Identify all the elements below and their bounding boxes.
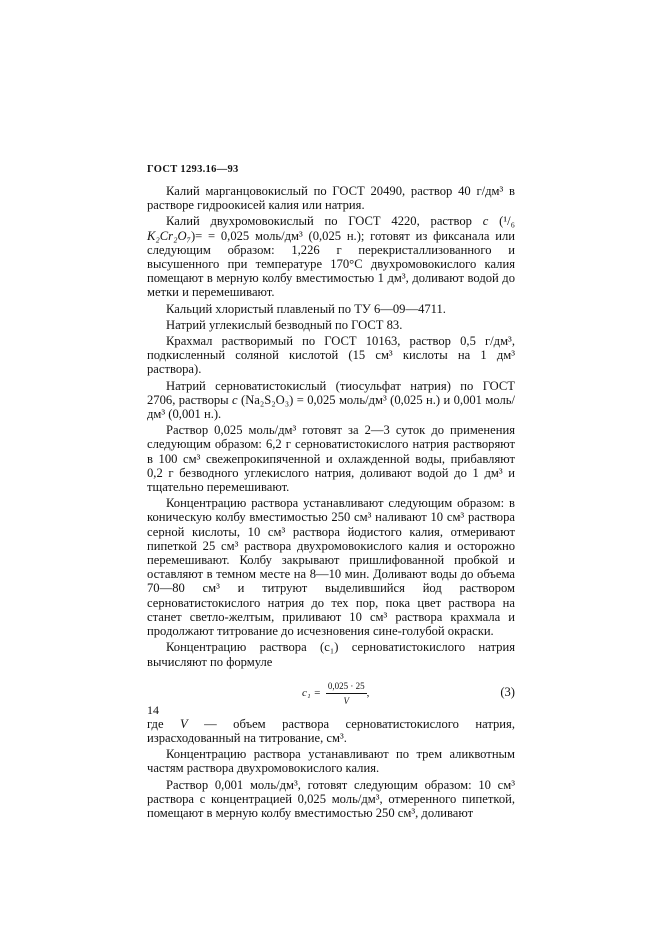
text-run: c <box>232 392 238 407</box>
paragraph-variable-definition <box>147 717 515 745</box>
paragraph-calcium-chloride: Кальций хлористый плавленый по ТУ 6—09—4711. <box>166 301 446 316</box>
formula-fraction <box>326 679 367 708</box>
text-run: )= = 0,025 моль/дм³ (0,025 н.); готовят из фиксанала или следующим образом: 1,226 г перекристаллизованного и высушенного при температуре 170°С двухромовокислого калия помещают в мерную колбу вместимостью 1 дм³, доливают водой до метки и перемешивают. <box>147 228 515 300</box>
formula-number: (3) <box>500 684 515 699</box>
paragraph-potassium-permanganate: Калий марганцовокислый по ГОСТ 20490, раствор 40 г/дм³ в растворе гидроокисей калия или натрия. <box>147 184 515 213</box>
text-run: K₂Cr₂O₇ <box>147 228 191 243</box>
formula-numerator: 0,025 · 25 <box>326 679 367 694</box>
body-text <box>147 184 515 822</box>
paragraph-aliquot: Концентрацию раствора устанавливают по трем аликвотным частям раствора двухромовокислого калия. <box>147 747 515 776</box>
paragraph-sodium-thiosulfate <box>147 379 515 422</box>
page-number: 14 <box>147 703 159 717</box>
text-run: (Na₂S₂O₃) = 0,025 моль/дм³ (0,025 н.) и 0,001 моль/дм³ (0,001 н.). <box>147 392 515 422</box>
formula-denominator: V <box>343 695 350 706</box>
paragraph-formula-intro: Концентрацию раствора (c₁) серноватистокислого натрия вычисляют по формуле <box>147 640 515 669</box>
paragraph-concentration-setup: Концентрацию раствора устанавливают следующим образом: в коническую колбу вместимостью 250 см³ наливают 10 см³ раствора серной кислоты, 10 см³ раствора йодистого калия, отмеривают пипеткой 25 см³ раствора двухромовокислого калия и осторожно перемешивают. Колбу закрывают пришлифованной пробкой и оставляют в темном месте на 8—10 мин. Доливают воды до объема 70—80 см³ и титруют выделившийся йод раствором серноватистокислого натрия до тех пор, пока цвет раствора на станет светло-желтым, приливают 10 см³ раствора крахмала и продолжают титрование до исчезновения сине-голубой окраски. <box>147 496 515 639</box>
text-run: (¹/₆ <box>488 214 515 229</box>
text-run: где <box>147 716 180 731</box>
formula-tail: , <box>366 687 370 700</box>
text-run: Натрий серноватистокислый (тиосульфат натрия) по ГОСТ 2706, растворы <box>147 378 515 407</box>
text-run: c <box>482 214 489 229</box>
paragraph-sodium-carbonate: Натрий углекислый безводный по ГОСТ 83. <box>166 317 403 332</box>
paragraph-potassium-dichromate <box>147 214 515 299</box>
formula-lhs: c₁ = <box>302 687 321 700</box>
formula-block <box>147 675 515 709</box>
paragraph-starch: Крахмал растворимый по ГОСТ 10163, раствор 0,5 г/дм³, подкисленный соляной кислотой (15 см³ кислоты на 1 дм³ раствора). <box>147 334 515 377</box>
formula <box>302 679 369 708</box>
paragraph-dilute-solution: Раствор 0,001 моль/дм³, готовят следующим образом: 10 см³ раствора с концентрацией 0,025 моль/дм³, отмеренного пипеткой, помещают в мерную колбу вместимостью 250 см³, доливают <box>147 777 515 820</box>
text-run: — объем раствора серноватистокислого натрия, израсходованный на титрование, см³. <box>147 716 515 745</box>
text-run: V <box>179 716 188 731</box>
standard-header: ГОСТ 1293.16—93 <box>147 164 239 175</box>
text-run: Калий двухромовокислый по ГОСТ 4220, раствор <box>166 214 483 229</box>
paragraph-solution-preparation: Раствор 0,025 моль/дм³ готовят за 2—3 суток до применения следующим образом: 6,2 г серноватистокислого натрия растворяют в 100 см³ свежепрокипяченной и охлажденной воды, прибавляют 0,2 г безводного углекислого натрия, доливают водой до 1 дм³ и тщательно перемешивают. <box>147 423 515 495</box>
